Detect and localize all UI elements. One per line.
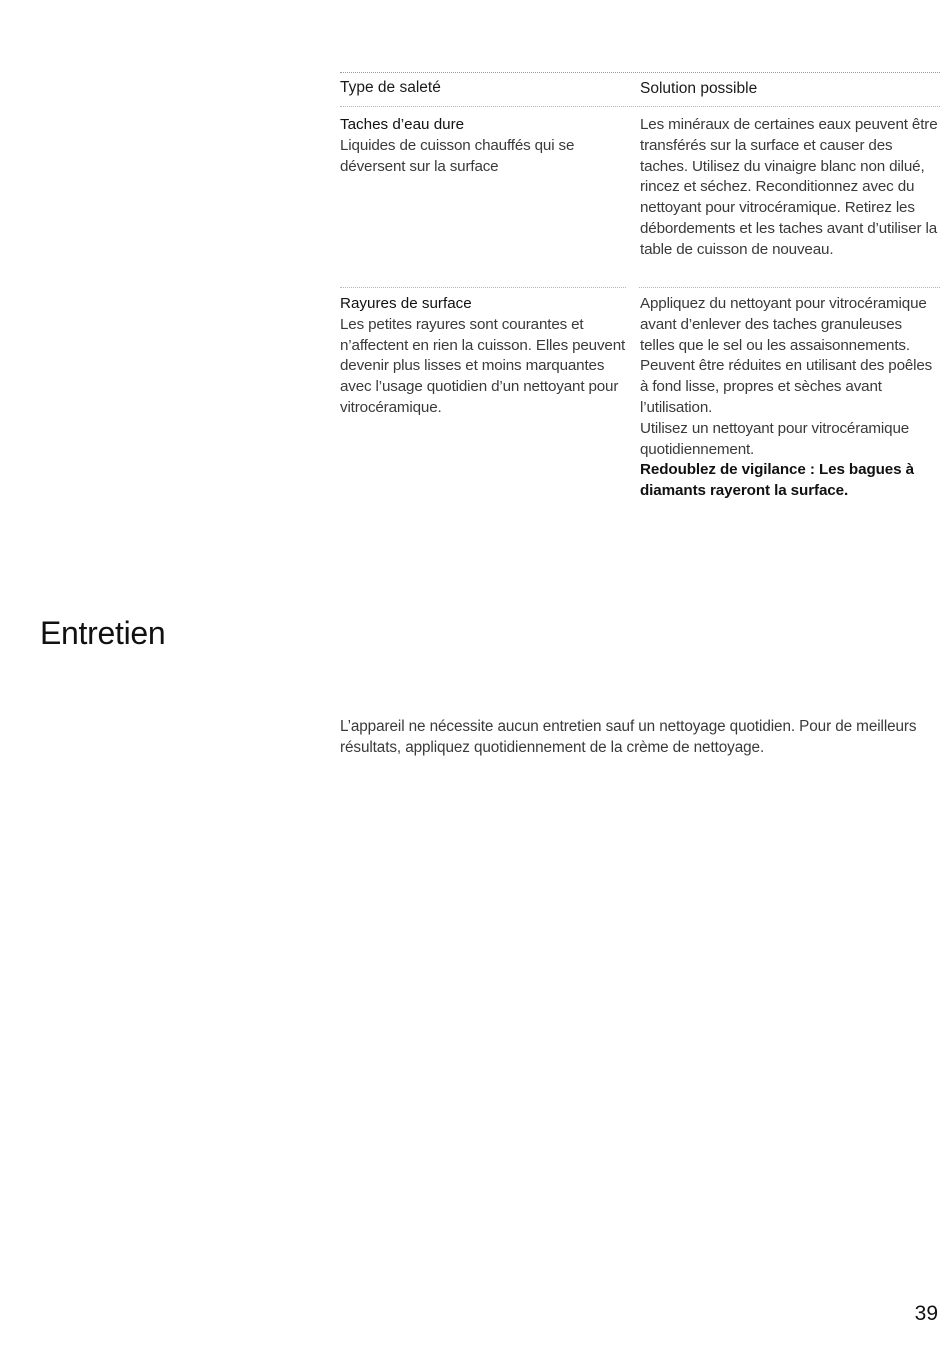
row-divider-left [340,287,626,288]
row-2-solution-line-1: Appliquez du nettoyant pour vitrocéramique avant d’enlever des taches granuleuses telles que le sel ou les assaisonnements. [640,295,927,354]
row-1-solution-text: Les minéraux de certaines eaux peuvent être transférés sur la surface et causer des taches. Utilisez du vinaigre blanc non dilué, rincez et séchez. Reconditionnez avec du nettoyant pour vitrocéramique. Retirez les débordements et les taches avant d’utiliser la table de cuisson de nouveau. [640,116,938,258]
table-top-rule [340,72,940,73]
table-row-1-solution [640,115,940,261]
row-divider-right [639,287,940,288]
column-header-soil-type: Type de saleté [340,79,441,96]
section-title: Entretien [40,615,166,651]
column-header-solution: Solution possible [640,80,758,97]
table-row-1-soil [340,115,625,177]
row-2-description: Les petites rayures sont courantes et n’affectent en rien la cuisson. Elles peuvent devenir plus lisses et moins marquantes avec l’usage quotidien d’un nettoyant pour vitrocéramique. [340,315,626,416]
page-number: 39 [914,1302,938,1325]
row-2-solution-line-3: Utilisez un nettoyant pour vitrocéramique quotidiennement. [640,419,910,458]
table-row-2-solution [640,294,940,502]
row-2-title: Rayures de surface [340,295,472,312]
row-2-solution-line-2: Peuvent être réduites en utilisant des poêles à fond lisse, propres et sèches avant l’utilisation. [640,357,933,416]
maintenance-paragraph: L’appareil ne nécessite aucun entretien sauf un nettoyage quotidien. Pour de meilleurs résultats, appliquez quotidiennement de la crème de nettoyage. [340,718,917,756]
row-2-warning: Redoublez de vigilance : Les bagues à diamants rayeront la surface. [640,461,914,500]
row-1-title: Taches d’eau dure [340,116,465,133]
row-1-description: Liquides de cuisson chauffés qui se déversent sur la surface [340,136,575,175]
header-divider [340,106,940,107]
table-row-2-soil [340,294,630,419]
